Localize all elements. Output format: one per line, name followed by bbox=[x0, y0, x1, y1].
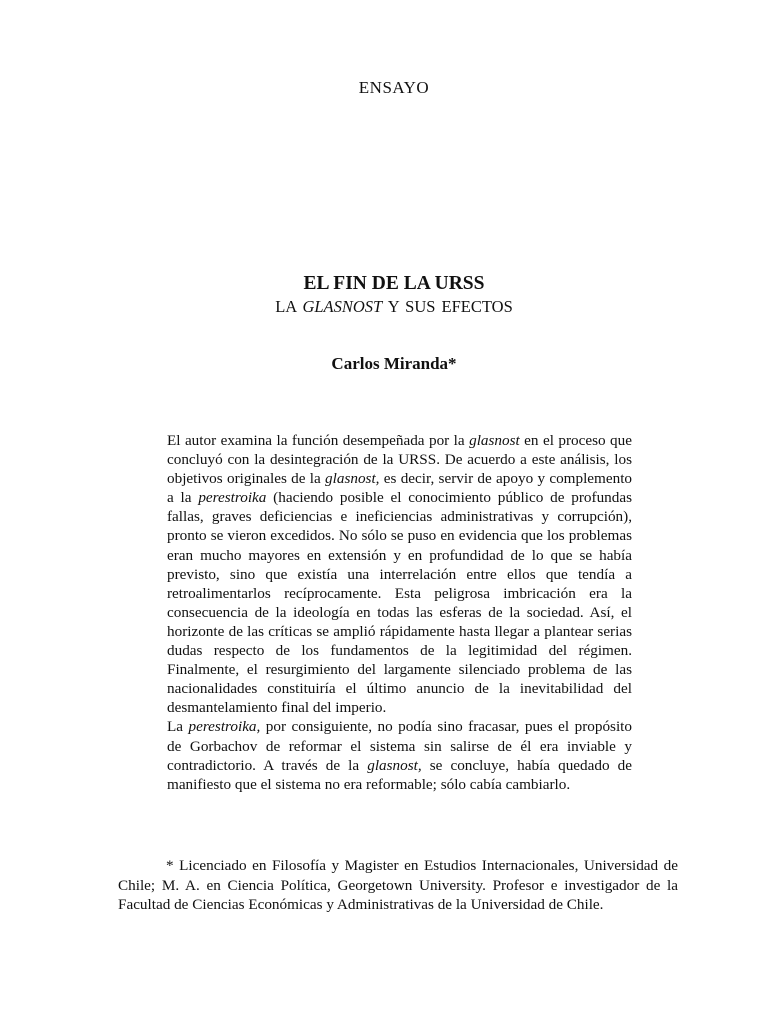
abstract-italic-term: glasnost, bbox=[367, 756, 422, 774]
abstract-paragraph-2 bbox=[167, 717, 632, 793]
abstract-italic-term: perestroika, bbox=[188, 718, 261, 736]
subtitle-prefix: LA bbox=[275, 297, 303, 316]
abstract bbox=[167, 431, 632, 794]
section-label: ENSAYO bbox=[358, 78, 430, 97]
article-subtitle bbox=[0, 297, 768, 317]
abstract-text: La bbox=[167, 718, 189, 736]
abstract-italic-term: glasnost bbox=[469, 432, 520, 449]
abstract-text: es decir, servir de apoyo y complemento a la bbox=[167, 470, 633, 507]
author-name: Carlos Miranda* bbox=[331, 354, 457, 373]
abstract-text: (haciendo posible el conocimiento público de profundas fallas, graves deficiencias e ineficiencias administrativas y corrupción), pronto se vieron excedidos. No sólo se puso en evidencia que los problemas eran mucho mayores en extensión y en profundidad de lo que se había previsto, sino que existía una interrelación entre ellos que tendía a retroalimentarlos recíprocamente. Esta peligrosa imbricación era la consecuencia de la ideología en todas las esferas de la sociedad. Así, el horizonte de las críticas se amplió rápidamente hasta llegar a plantear serias dudas respecto de los fundamentos de la legitimidad del régimen. Finalmente, el resurgimiento del largamente silenciado problema de las nacionalidades constituiría el último anuncio de la inevitabilidad del desmantelamiento final del imperio. bbox=[167, 489, 633, 717]
subtitle-suffix: Y SUS EFECTOS bbox=[382, 297, 513, 316]
abstract-text: en el proceso que concluyó con la desintegración de la URSS. De acuerdo a este análisis, los objetivos originales de la bbox=[167, 432, 632, 488]
article-title: EL FIN DE LA URSS bbox=[303, 273, 485, 294]
abstract-italic-term: glasnost, bbox=[325, 470, 380, 488]
abstract-text: se concluye, había quedado de manifiesto que el sistema no era reformable; sólo cabía cambiarlo. bbox=[167, 756, 632, 793]
abstract-italic-term: perestroika bbox=[198, 489, 267, 507]
abstract-text: por consiguiente, no podía sino fracasar, pues el propósito de Gorbachov de reformar el sistema sin salirse de él era inviable y contradictorio. A través de la bbox=[167, 718, 632, 774]
abstract-paragraph-1 bbox=[167, 431, 632, 717]
abstract-text: El autor examina la función desempeñada por la bbox=[167, 432, 470, 449]
subtitle-italic: GLASNOST bbox=[302, 297, 383, 316]
author-footnote: * Licenciado en Filosofía y Magister en Estudios Internacionales, Universidad de Chile; M. A. en Ciencia Política, Georgetown University. Profesor e investigador de la Facultad de Ciencias Económicas y Administrativas de la Universidad de Chile. bbox=[118, 857, 678, 913]
